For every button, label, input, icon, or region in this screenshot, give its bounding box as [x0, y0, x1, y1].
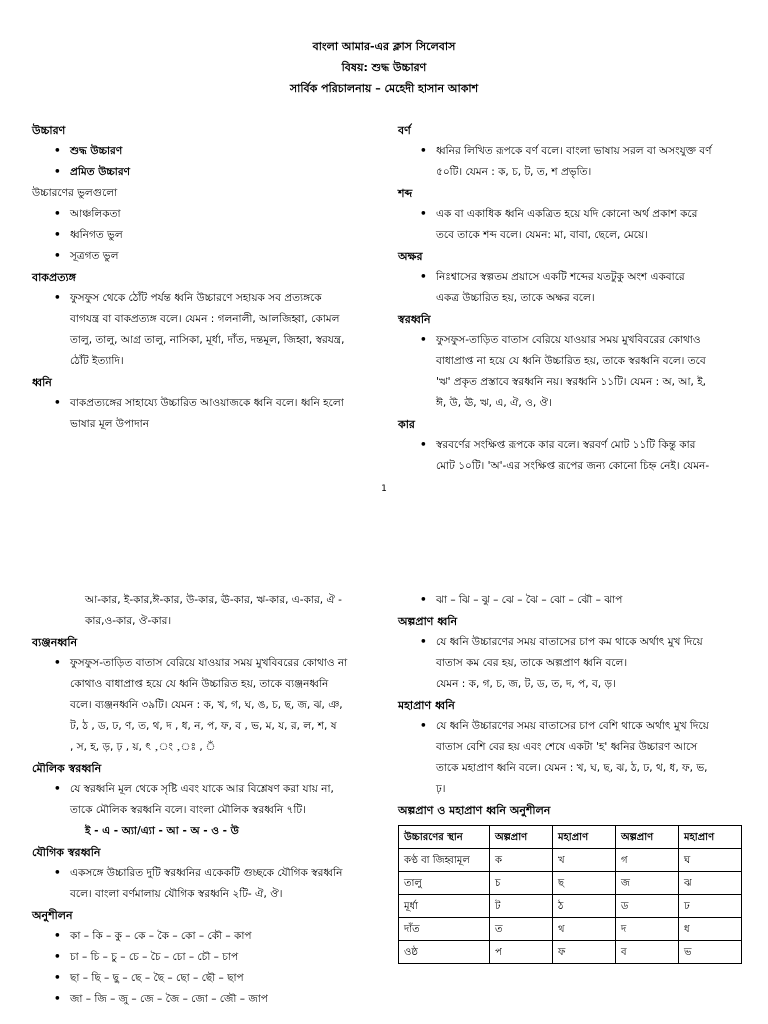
text-line: কার,ও-কার, ঔ-কার। — [85, 615, 172, 627]
list-item — [436, 330, 740, 414]
heading-moulik: মৌলিক স্বরধ্বনি — [32, 762, 102, 775]
heading-kar: কার — [398, 418, 415, 431]
table-header-cell: মহাপ্রাণ — [679, 826, 742, 849]
text-line: • বাকপ্রত্যঙ্গের সাহায্যে উচ্চারিত আওয়াজকে ধ্বনি বলে। ধ্বনি হলো — [70, 397, 344, 409]
heading-bakprotyongo: বাকপ্রত্যঙ্গ — [32, 271, 76, 284]
table-cell: থ — [553, 918, 616, 941]
table-cell: ধ — [679, 918, 742, 941]
heading-olpopran: অল্পপ্রাণ ধ্বনি — [398, 615, 458, 628]
table-row — [399, 849, 742, 872]
text-line: বাগযন্ত্র বা বাকপ্রত্যঙ্গ বলে। যেমন : গলনালী, আলজিহ্বা, কোমল — [70, 313, 340, 325]
table-header-cell: উচ্চারণের স্থান — [399, 826, 490, 849]
text-line: কোথাও বাধাপ্রাপ্ত হয়ে যে ধ্বনি উচ্চারিত হয়, তাকে ব্যঞ্জনধ্বনি — [70, 678, 329, 690]
moulik-vowels: ই - এ - অ্যা/এ্যা - আ - অ - ও - উ — [85, 825, 239, 837]
page1-left-column — [32, 120, 374, 435]
olpopran-list — [398, 632, 748, 695]
table-cell: ত — [490, 918, 553, 941]
table-cell: গ — [616, 849, 679, 872]
shobdo-list — [398, 204, 740, 246]
pran-table — [398, 825, 742, 964]
text-line: ৫০টি। যেমন : ক, চ, ট, ত, শ প্রভৃতি। — [436, 166, 592, 178]
table-cell: ফ — [553, 941, 616, 964]
list-item: • ছা – ছি – ছু – ছে – ছৈ – ছো – ছৌ – ছাপ — [70, 968, 374, 989]
list-item: • আঞ্চলিকতা — [70, 204, 374, 225]
text-line: • ধ্বনির লিখিত রূপকে বর্ণ বলে। বাংলা ভাষায় সরল বা অসংযুক্ত বর্ণ — [436, 145, 712, 157]
text-line: যেমন : ক, গ, চ, জ, ট, ড, ত, দ, প, ব, ড়। — [436, 678, 616, 690]
list-item — [436, 435, 740, 477]
text-line: বাতাস কম বের হয়, তাকে অল্পপ্রাণ ধ্বনি বলে। — [436, 657, 628, 669]
heading-borno: বর্ণ — [398, 124, 411, 137]
onushilon-list — [32, 926, 374, 1010]
text-line: মোট ১০টি। 'অ'-এর সংক্ষিপ্ত রূপের জন্য কোনো চিহ্ন নেই। যেমন- — [436, 460, 710, 472]
text-line: ভাষার মূল উপাদান — [70, 418, 149, 430]
heading-uccharon: উচ্চারণ — [32, 124, 66, 137]
list-item: • ধ্বনিগত ভুল — [70, 225, 374, 246]
heading-onushilon: অনুশীলন — [32, 909, 73, 922]
table-title: অল্পপ্রাণ ও মহাপ্রাণ ধ্বনি অনুশীলন — [398, 804, 551, 817]
list-item: • সূত্রগত ভুল — [70, 246, 374, 267]
list-item: • শুদ্ধ উচ্চারণ — [70, 141, 374, 162]
text-line: বলে। বাংলা বর্ণমালায় যৌগিক স্বরধ্বনি ২টি- ঐ, ঔ। — [70, 888, 283, 900]
list-item — [70, 779, 374, 821]
bhul-list — [32, 204, 374, 267]
text-line: , স, হ, ড়, ঢ় , য়, ৎ ,ং ,ঃ , ঁ — [70, 741, 216, 753]
list-item — [70, 863, 374, 905]
page2-right-column — [398, 590, 748, 964]
list-item — [436, 204, 740, 246]
table-cell: কণ্ঠ বা জিহ্বামূল — [399, 849, 490, 872]
table-cell: ঢ — [679, 895, 742, 918]
text-line: • একসঙ্গে উচ্চারিত দুটি স্বরধ্বনির একেকটি গুচ্ছকে যৌগিক স্বরধ্বনি — [70, 867, 343, 879]
table-cell: ছ — [553, 872, 616, 895]
heading-okkhor: অক্ষর — [398, 250, 423, 263]
list-item — [436, 632, 748, 695]
heading-dhoni: ধ্বনি — [32, 376, 52, 389]
page1-right-column — [398, 120, 740, 477]
text-line: তাকে মহাপ্রাণ ধ্বনি বলে। যেমন : খ, ঘ, ছ, ঝ, ঠ, ঢ, থ, ধ, ফ, ভ, — [436, 762, 708, 774]
text-line: ঠোঁট ইত্যাদি। — [70, 355, 124, 367]
text-line: • যে ধ্বনি উচ্চারণের সময় বাতাসের চাপ বেশি থাকে অর্থাৎ মুখ দিয়ে — [436, 720, 709, 732]
list-item — [70, 653, 374, 758]
text-line: বাধাপ্রাপ্ত না হয়ে যে ধ্বনি উচ্চারিত হয়, তাকে স্বরধ্বনি বলে। তবে — [436, 355, 706, 367]
heading-bhul: উচ্চারণের ভুলগুলো — [32, 187, 118, 199]
table-cell: ক — [490, 849, 553, 872]
mohapran-list — [398, 716, 748, 800]
text-line: বাতাস বেশি বের হয় এবং শেষে একটা 'হ' ধ্বনির উচ্চারণ আসে — [436, 741, 698, 753]
bakprotyongo-list — [32, 288, 374, 372]
table-row — [399, 918, 742, 941]
moulik-list — [32, 779, 374, 821]
table-cell: ওষ্ঠ — [399, 941, 490, 964]
dhoni-list — [32, 393, 374, 435]
text-line: ট, ঠ , ড, ঢ, ণ, ত, থ, দ , ধ, ন, প, ফ, ব , ভ, ম, য, র, ল, শ, ষ — [70, 720, 337, 732]
list-item: • ঝা – ঝি – ঝু – ঝে – ঝৈ – ঝো – ঝৌ – ঝাপ — [436, 590, 748, 611]
text-line: আ-কার, ই-কার,ঈ-কার, উ-কার, ঊ-কার, ঋ-কার, এ-কার, ঐ - — [85, 594, 342, 606]
table-cell: জ — [616, 872, 679, 895]
table-header-cell: অল্পপ্রাণ — [616, 826, 679, 849]
text-line: একত্র উচ্চারিত হয়, তাকে অক্ষর বলে। — [436, 292, 595, 304]
kar-continuation — [32, 590, 374, 632]
list-item — [436, 267, 740, 309]
text-line: ঈ, উ, ঊ, ঋ, এ, ঐ, ও, ঔ। — [436, 397, 552, 409]
text-line: • ফুসফুস-তাড়িত বাতাস বেরিয়ে যাওয়ার সময় মুখবিবরের কোথাও না — [70, 657, 348, 669]
table-cell: খ — [553, 849, 616, 872]
list-item — [436, 716, 748, 800]
table-cell: চ — [490, 872, 553, 895]
heading-shobdo: শব্দ — [398, 187, 413, 200]
jha-row-list — [398, 590, 748, 611]
text-line: • স্বরবর্ণের সংক্ষিপ্ত রূপকে কার বলে। স্বরবর্ণ মোট ১১টি কিন্তু কার — [436, 439, 696, 451]
page2-left-column — [32, 590, 374, 1010]
jougik-list — [32, 863, 374, 905]
table-cell: প — [490, 941, 553, 964]
text-line: তবে তাকে শব্দ বলে। যেমন: মা, বাবা, ছেলে, মেয়ে। — [436, 229, 648, 241]
kar-list — [398, 435, 740, 477]
document-header — [0, 36, 768, 99]
text-line: ঢ়। — [436, 783, 446, 795]
table-row — [399, 872, 742, 895]
list-item — [70, 288, 374, 372]
table-cell: ড — [616, 895, 679, 918]
list-item — [70, 393, 374, 435]
table-cell: ভ — [679, 941, 742, 964]
page-number: 1 — [381, 484, 387, 494]
heading-byanjon: ব্যঞ্জনধ্বনি — [32, 636, 78, 649]
heading-jougik: যৌগিক স্বরধ্বনি — [32, 846, 101, 859]
heading-shorodhoni: স্বরধ্বনি — [398, 313, 431, 326]
table-header-row — [399, 826, 742, 849]
text-line: বলে। ব্যঞ্জনধ্বনি ৩৯টি। যেমন : ক, খ, গ, ঘ, ঙ, চ, ছ, জ, ঝ, ঞ, — [70, 699, 343, 711]
text-line: • যে ধ্বনি উচ্চারণের সময় বাতাসের চাপ কম থাকে অর্থাৎ মুখ দিয়ে — [436, 636, 703, 648]
text-line: • ফুসফুস-তাড়িত বাতাস বেরিয়ে যাওয়ার সময় মুখবিবরের কোথাও — [436, 334, 701, 346]
okkhor-list — [398, 267, 740, 309]
list-item — [436, 141, 740, 183]
text-line: • ফুসফুস থেকে ঠোঁট পর্যন্ত ধ্বনি উচ্চারণে সহায়ক সব প্রত্যঙ্গকে — [70, 292, 322, 304]
list-item: • জা – জি – জু – জে – জৈ – জো – জৌ – জাপ — [70, 989, 374, 1010]
borno-list — [398, 141, 740, 183]
table-cell: দ — [616, 918, 679, 941]
list-item: • প্রমিত উচ্চারণ — [70, 162, 374, 183]
list-item: • চা – চি – চু – চে – চৈ – চো – চৌ – চাপ — [70, 947, 374, 968]
header-line-3: সার্বিক পরিচালনায় – মেহেদী হাসান আকাশ — [289, 82, 479, 95]
text-line: তাকে মৌলিক স্বরধ্বনি বলে। বাংলা মৌলিক স্বরধ্বনি ৭টি। — [70, 804, 306, 816]
table-cell: দাঁত — [399, 918, 490, 941]
table-row — [399, 895, 742, 918]
table-row — [399, 941, 742, 964]
shorodhoni-list — [398, 330, 740, 414]
header-line-1: বাংলা আমার-এর ক্লাস সিলেবাস — [312, 40, 456, 53]
text-line: • নিঃশ্বাসের স্বল্পতম প্রয়াসে একটি শব্দের যতটুকু অংশ একবারে — [436, 271, 685, 283]
table-cell: ঝ — [679, 872, 742, 895]
table-cell: ট — [490, 895, 553, 918]
table-cell: তালু — [399, 872, 490, 895]
uccharon-list — [32, 141, 374, 183]
table-header-cell: মহাপ্রাণ — [553, 826, 616, 849]
byanjon-list — [32, 653, 374, 758]
header-line-2: বিষয়: শুদ্ধ উচ্চারণ — [341, 61, 427, 74]
heading-mohapran: মহাপ্রাণ ধ্বনি — [398, 699, 455, 712]
text-line: তালু, তালু, আগ্র তালু, নাসিকা, মূর্ধা, দাঁত, দন্তমূল, জিহ্বা, স্বরযন্ত্র, — [70, 334, 345, 346]
table-cell: মূর্ধা — [399, 895, 490, 918]
table-cell: ঠ — [553, 895, 616, 918]
text-line: • যে স্বরধ্বনি মূল থেকে সৃষ্টি এবং যাকে আর বিশ্লেষণ করা যায় না, — [70, 783, 334, 795]
text-line: 'ঋ' প্রকৃত প্রস্তাবে স্বরধ্বনি নয়। স্বরধ্বনি ১১টি। যেমন : অ, আ, ই, — [436, 376, 707, 388]
table-cell: ব — [616, 941, 679, 964]
text-line: • এক বা একাধিক ধ্বনি একত্রিত হয়ে যদি কোনো অর্থ প্রকাশ করে — [436, 208, 698, 220]
table-header-cell: অল্পপ্রাণ — [490, 826, 553, 849]
table-cell: ঘ — [679, 849, 742, 872]
list-item: • কা – কি – কু – কে – কৈ – কো – কৌ – কাপ — [70, 926, 374, 947]
